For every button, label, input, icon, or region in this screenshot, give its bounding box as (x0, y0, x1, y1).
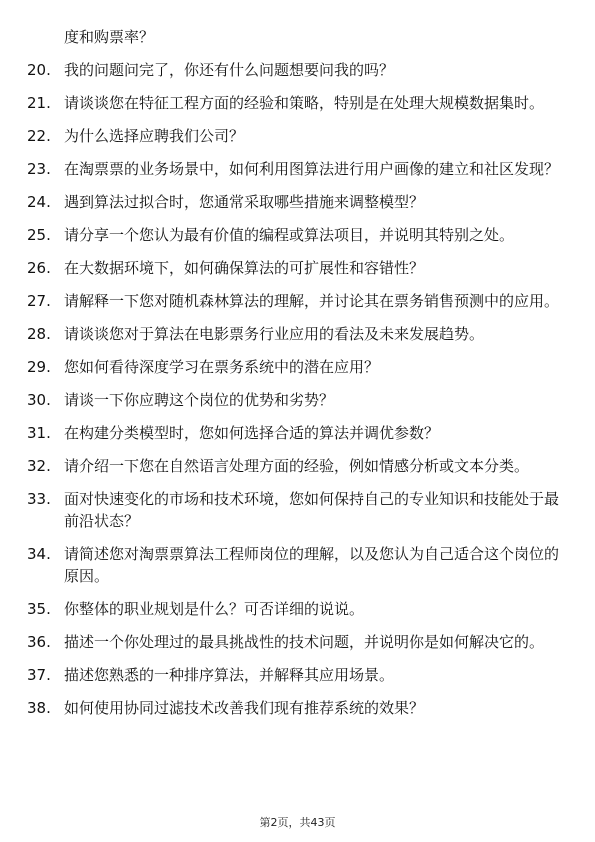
question-item (0, 323, 595, 345)
question-text: 为什么选择应聘我们公司？ (64, 127, 245, 145)
question-text: 面对快速变化的市场和技术环境，您如何保持自己的专业知识和技能处于最前沿状态？ (64, 490, 560, 530)
question-item (0, 356, 595, 378)
question-item (0, 455, 595, 477)
question-text: 您如何看待深度学习在票务系统中的潜在应用？ (64, 358, 380, 376)
question-text: 请分享一个您认为最有价值的编程或算法项目，并说明其特别之处。 (64, 226, 515, 244)
question-text: 度和购票率？ (64, 28, 155, 46)
question-item (0, 543, 595, 587)
question-item (0, 290, 595, 312)
question-number: 30. (27, 391, 51, 409)
question-text: 请谈一下你应聘这个岗位的优势和劣势？ (64, 391, 335, 409)
question-text: 请谈谈您在特征工程方面的经验和策略，特别是在处理大规模数据集时。 (64, 94, 545, 112)
question-item (0, 224, 595, 246)
question-text: 请谈谈您对于算法在电影票务行业应用的看法及未来发展趋势。 (64, 325, 485, 343)
question-item (0, 389, 595, 411)
question-number: 27. (27, 292, 51, 310)
question-text: 请解释一下您对随机森林算法的理解，并讨论其在票务销售预测中的应用。 (64, 292, 560, 310)
question-text: 在淘票票的业务场景中，如何利用图算法进行用户画像的建立和社区发现？ (64, 160, 560, 178)
question-text: 遇到算法过拟合时，您通常采取哪些措施来调整模型？ (64, 193, 425, 211)
question-item (0, 92, 595, 114)
question-item (0, 59, 595, 81)
question-item (0, 158, 595, 180)
question-number: 34. (27, 545, 51, 563)
page-footer: 第2页，共43页 (259, 816, 336, 829)
question-number: 36. (27, 633, 51, 651)
question-text: 描述一个你处理过的最具挑战性的技术问题，并说明你是如何解决它的。 (64, 633, 545, 651)
question-number: 29. (27, 358, 51, 376)
question-item (0, 191, 595, 213)
question-number: 31. (27, 424, 51, 442)
question-number: 25. (27, 226, 51, 244)
question-list (0, 26, 595, 730)
question-item (0, 664, 595, 686)
question-number: 20. (27, 61, 51, 79)
question-item (0, 488, 595, 532)
question-text: 在构建分类模型时，您如何选择合适的算法并调优参数？ (64, 424, 440, 442)
question-number: 22. (27, 127, 51, 145)
question-number: 28. (27, 325, 51, 343)
question-item (0, 26, 595, 48)
question-number: 35. (27, 600, 51, 618)
question-number: 38. (27, 699, 51, 717)
question-number: 21. (27, 94, 51, 112)
question-text: 在大数据环境下，如何确保算法的可扩展性和容错性？ (64, 259, 425, 277)
question-number: 37. (27, 666, 51, 684)
question-item (0, 257, 595, 279)
question-number: 26. (27, 259, 51, 277)
question-text: 你整体的职业规划是什么？可否详细的说说。 (64, 600, 365, 618)
question-number: 24. (27, 193, 51, 211)
question-text: 我的问题问完了，你还有什么问题想要问我的吗？ (64, 61, 395, 79)
question-item (0, 422, 595, 444)
question-item (0, 631, 595, 653)
question-item (0, 598, 595, 620)
question-text: 描述您熟悉的一种排序算法，并解释其应用场景。 (64, 666, 395, 684)
question-text: 如何使用协同过滤技术改善我们现有推荐系统的效果？ (64, 699, 425, 717)
question-number: 23. (27, 160, 51, 178)
question-number: 32. (27, 457, 51, 475)
question-number: 33. (27, 490, 51, 508)
question-item (0, 125, 595, 147)
question-text: 请简述您对淘票票算法工程师岗位的理解，以及您认为自己适合这个岗位的原因。 (64, 545, 560, 585)
question-item (0, 697, 595, 719)
question-text: 请介绍一下您在自然语言处理方面的经验，例如情感分析或文本分类。 (64, 457, 530, 475)
